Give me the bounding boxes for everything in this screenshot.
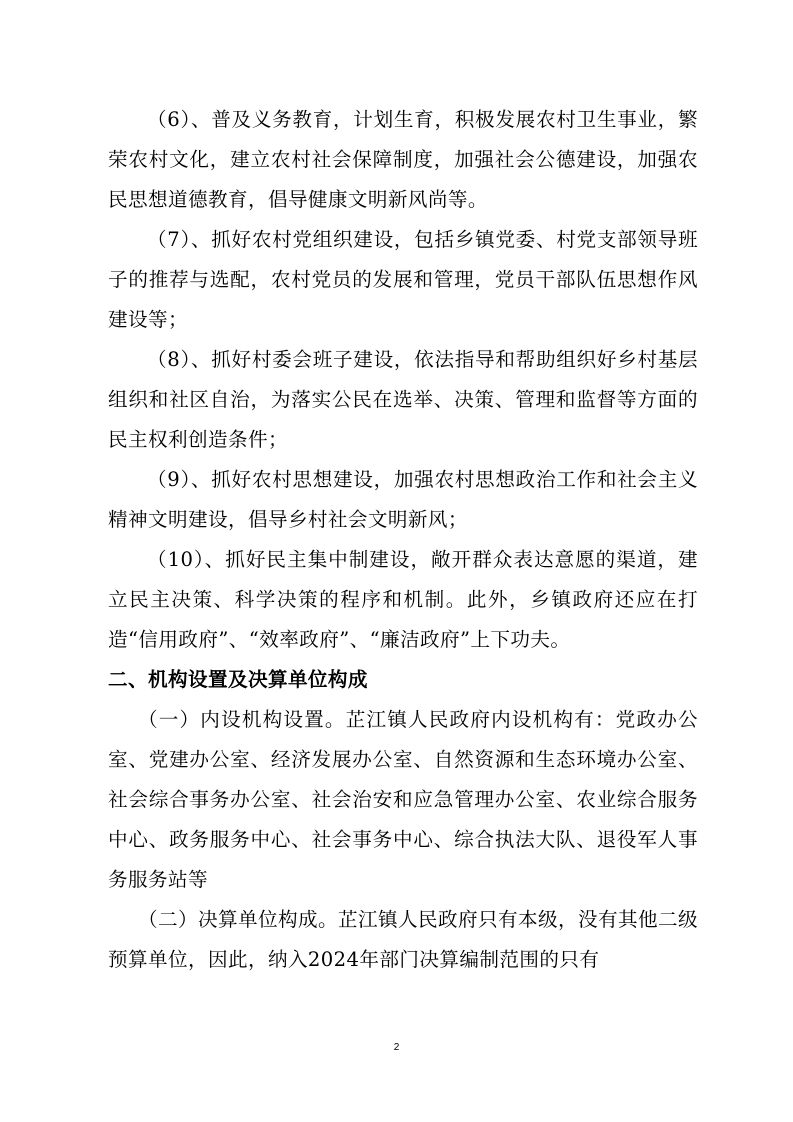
paragraph-item-8: （8）、抓好村委会班子建设，依法指导和帮助组织好乡村基层组织和社区自治，为落实公民在选举、决策、管理和监督等方面的民主权利创造条件； [108,348,698,451]
paragraph-item-7: （7）、抓好农村党组织建设，包括乡镇党委、村党支部领导班子的推荐与选配，农村党员的发展和管理，党员干部队伍思想作风建设等； [108,228,698,331]
paragraph-internal-structure: （一）内设机构设置。芷江镇人民政府内设机构有：党政办公室、党建办公室、经济发展办公室、自然资源和生态环境办公室、社会综合事务办公室、社会治安和应急管理办公室、农业综合服务中心、政务服务中心、社会事务中心、综合执法大队、退役军人事务服务站等 [108,708,698,891]
body-text [108,100,698,980]
paragraph-item-10: （10）、抓好民主集中制建设，敞开群众表达意愿的渠道，建立民主决策、科学决策的程序和机制。此外，乡镇政府还应在打造“信用政府”、“效率政府”、“廉洁政府”上下功夫。 [108,548,698,651]
paragraph-item-9: （9）、抓好农村思想建设，加强农村思想政治工作和社会主义精神文明建设，倡导乡村社会文明新风； [108,468,698,531]
section-heading: 二、机构设置及决算单位构成 [108,668,368,691]
page-number: 2 [393,1042,400,1053]
paragraph-budget-units: （二）决算单位构成。芷江镇人民政府只有本级，没有其他二级预算单位，因此，纳入2024年部门决算编制范围的只有 [108,908,698,971]
paragraph-item-6: （6）、普及义务教育，计划生育，积极发展农村卫生事业，繁荣农村文化，建立农村社会保障制度，加强社会公德建设，加强农民思想道德教育，倡导健康文明新风尚等。 [108,108,698,211]
